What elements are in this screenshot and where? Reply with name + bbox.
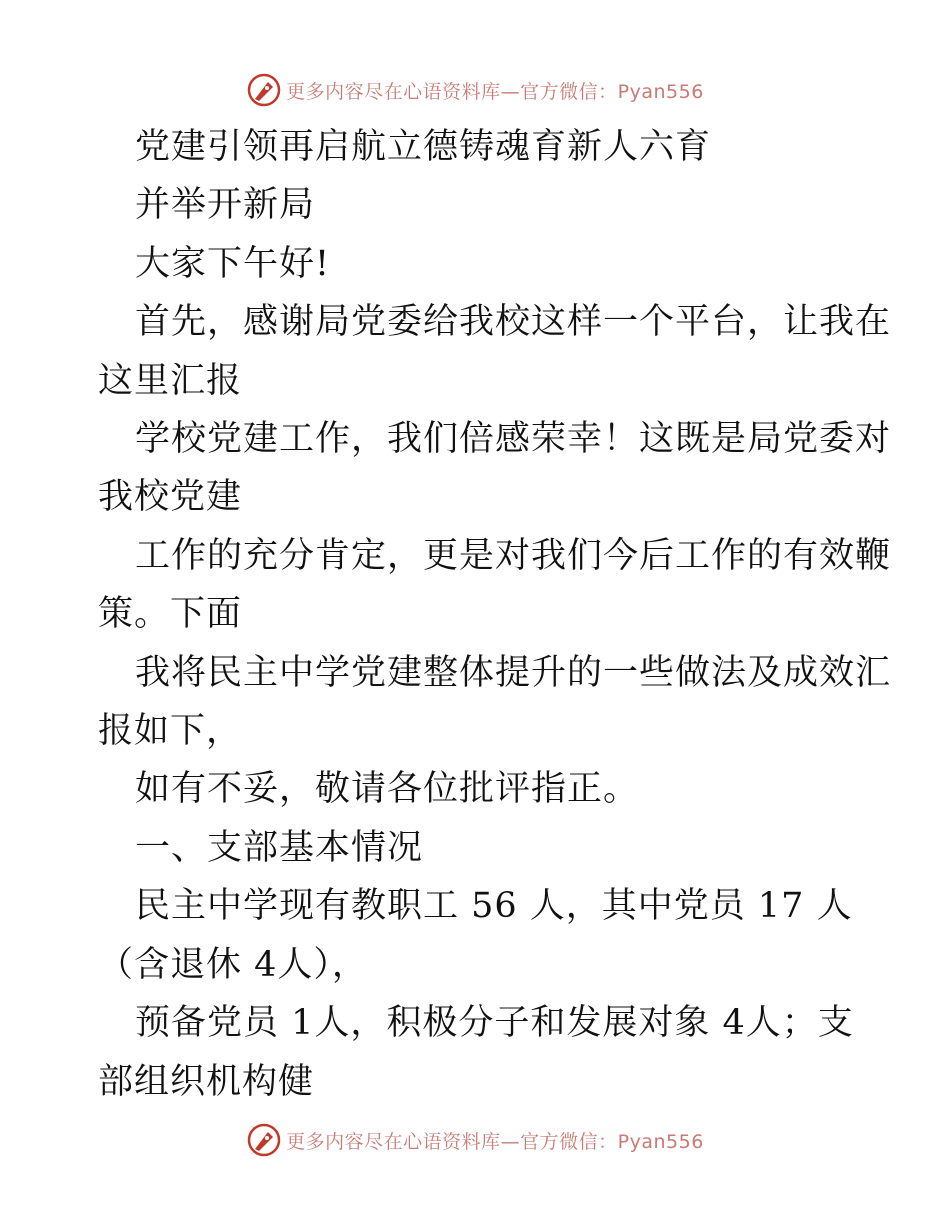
greeting: 大家下午好! — [135, 243, 331, 284]
section-heading: 一、支部基本情况 — [135, 827, 424, 868]
footer-watermark — [0, 1120, 950, 1160]
doc-title-line-1: 党建引领再启航立德铸魂育新人六育 — [135, 127, 712, 167]
paragraph-line: 我校党建 — [98, 477, 243, 518]
watermark-text: 更多内容尽在心语资料库—官方微信：Pyan556 — [286, 1130, 704, 1153]
paragraph-line: 民主中学现有教职工 56 人，其中党员 17 人 — [135, 886, 853, 927]
pen-nib-logo-icon — [246, 72, 282, 108]
pen-nib-logo-icon — [246, 1122, 282, 1158]
paragraph-line: 如有不妥，敬请各位批评指正。 — [135, 769, 640, 810]
paragraph-line: 策。下面 — [98, 594, 243, 635]
doc-title-line-2: 并举开新局 — [135, 185, 316, 226]
paragraph-line: （含退休 4人）， — [98, 944, 368, 985]
paragraph-line: 报如下， — [98, 711, 243, 752]
paragraph-line: 首先，感谢局党委给我校这样一个平台，让我在 — [135, 302, 892, 343]
paragraph-line: 这里汇报 — [98, 360, 243, 401]
watermark-text: 更多内容尽在心语资料库—官方微信：Pyan556 — [286, 80, 704, 103]
paragraph-line: 学校党建工作，我们倍感荣幸！这既是局党委对 — [135, 419, 892, 460]
paragraph-line: 工作的充分肯定，更是对我们今后工作的有效鞭 — [135, 535, 892, 576]
paragraph-line: 预备党员 1人，积极分子和发展对象 4人；支 — [135, 1003, 854, 1044]
paragraph-line: 部组织机构健 — [98, 1061, 315, 1102]
paragraph-line: 我将民主中学党建整体提升的一些做法及成效汇 — [135, 652, 892, 693]
header-watermark — [0, 70, 950, 110]
document-body — [98, 118, 892, 1111]
